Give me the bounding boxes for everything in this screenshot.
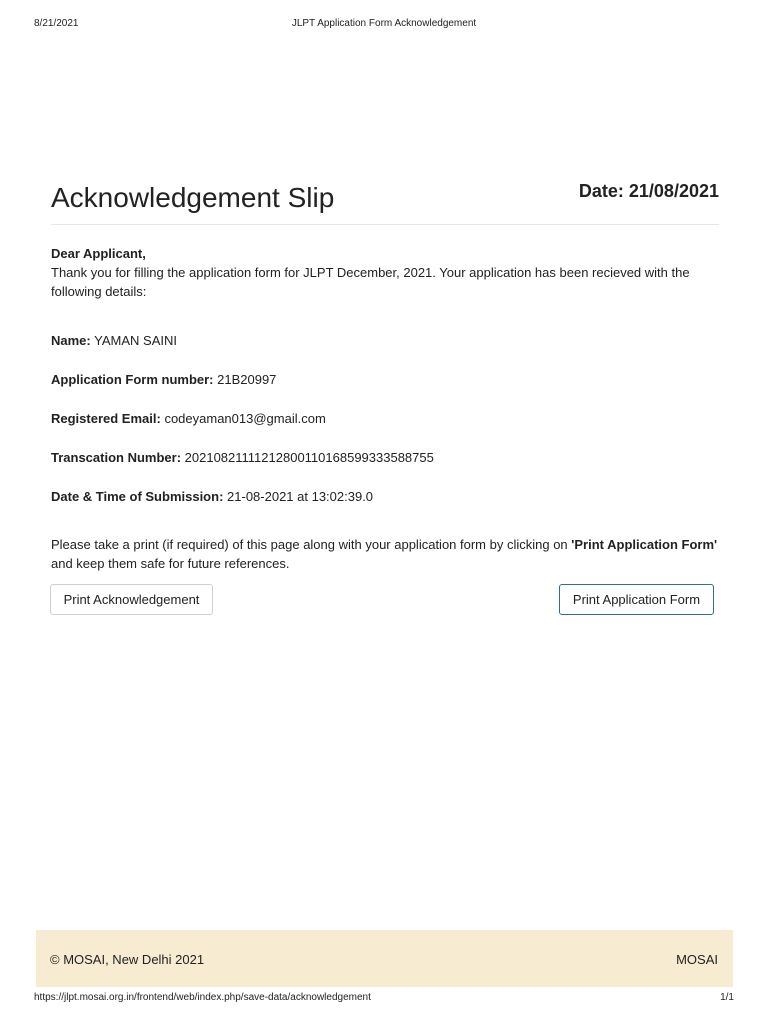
print-date: 8/21/2021 (34, 18, 79, 29)
detail-submission (51, 489, 373, 504)
detail-form-number-label: Application Form number: (51, 372, 214, 387)
detail-transaction (51, 450, 434, 465)
print-application-form-button[interactable]: Print Application Form (559, 584, 714, 615)
detail-form-number-value: 21B20997 (217, 372, 277, 387)
detail-submission-value: 21-08-2021 at 13:02:39.0 (227, 489, 374, 504)
footer-brand: MOSAI (676, 952, 718, 967)
print-note-after: and keep them safe for future references. (51, 556, 290, 571)
footer-copyright: © MOSAI, New Delhi 2021 (50, 952, 205, 967)
print-note-before: Please take a print (if required) of this page along with your application form by clicking on (51, 537, 572, 552)
print-page-count: 1/1 (720, 992, 734, 1003)
print-acknowledgement-button[interactable]: Print Acknowledgement (50, 584, 213, 615)
print-footer (34, 992, 734, 1006)
print-header (34, 18, 734, 32)
slip-heading (51, 180, 719, 225)
page-title: Acknowledgement Slip (51, 182, 335, 213)
detail-email-label: Registered Email: (51, 411, 161, 426)
print-url: https://jlpt.mosai.org.in/frontend/web/index.php/save-data/acknowledgement (34, 992, 371, 1003)
greeting: Dear Applicant, (51, 246, 146, 261)
slip-date: Date: 21/08/2021 (578, 181, 719, 201)
detail-transaction-label: Transcation Number: (51, 450, 182, 465)
detail-submission-label: Date & Time of Submission: (51, 489, 224, 504)
detail-name-value: YAMAN SAINI (94, 333, 177, 348)
intro-text: Thank you for filling the application form for JLPT December, 2021. Your application has been recieved with the following details: (51, 265, 690, 299)
print-note-emphasis: 'Print Application Form' (571, 537, 718, 552)
print-note (51, 535, 721, 573)
detail-transaction-value: 20210821111212800110168599333588755 (184, 450, 434, 465)
print-page-title: JLPT Application Form Acknowledgement (291, 18, 477, 29)
detail-name (51, 333, 177, 348)
detail-email (51, 411, 326, 426)
detail-form-number (51, 372, 276, 387)
detail-name-label: Name: (51, 333, 91, 348)
page-footer (36, 930, 733, 987)
detail-email-value: codeyaman013@gmail.com (164, 411, 326, 426)
